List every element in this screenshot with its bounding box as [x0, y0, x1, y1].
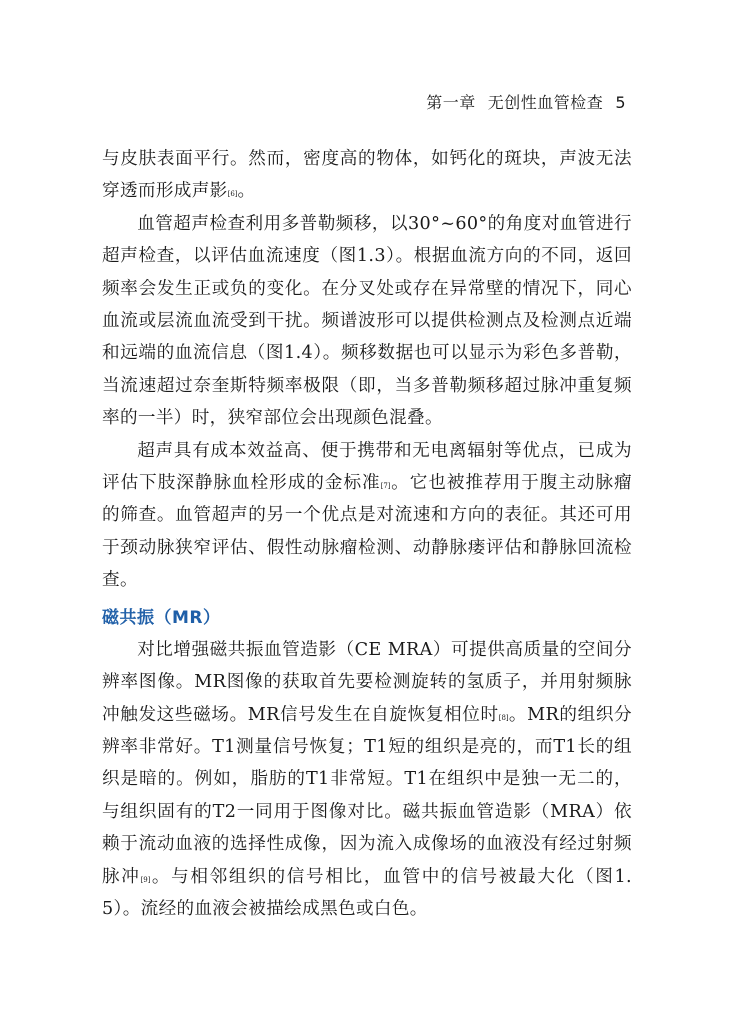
- text-run: 血管超声检查利用多普勒频移，以30°~60°的角度对血管进行超声检查，以评估血流速度（图1.3）。根据血流方向的不同，返回频率会发生正或负的变化。在分叉处或存在异常壁的情况下，同心血流或层流血流受到干扰。频谱波形可以提供检测点及检测点近端和远端的血流信息（图1.4）。频移数据也可以显示为彩色多普勒，当流速超过奈奎斯特频率极限（即，当多普勒频移超过脉冲重复频率的一半）时，狭窄部位会出现颜色混叠。: [102, 213, 632, 429]
- paragraph-group-top: [102, 143, 632, 597]
- chapter-number: 第一章: [426, 93, 476, 112]
- text-run: 。它也被推荐用于腹主动脉瘤的筛查。血管超声的另一个优点是对流速和方向的表征。其还可用于颈动脉狭窄评估、假性动脉瘤检测、动静脉瘘评估和静脉回流检查。: [102, 473, 632, 591]
- text-run: 。: [237, 181, 256, 202]
- citation-ref: [7]: [380, 482, 391, 491]
- body-text: [102, 143, 632, 925]
- paragraph: [102, 208, 632, 435]
- paragraph: [102, 435, 632, 597]
- citation-ref: [8]: [498, 713, 509, 722]
- paragraph: [102, 634, 632, 926]
- chapter-title: 无创性血管检查: [487, 93, 604, 112]
- running-header: [426, 90, 626, 113]
- text-run: 对比增强磁共振血管造影（CE MRA）可提供高质量的空间分辨率图像。MR图像的获取首先要检测旋转的氢质子，并用射频脉冲触发这些磁场。MR信号发生在自旋恢复相位时: [102, 639, 632, 725]
- text-run: 与皮肤表面平行。然而，密度高的物体，如钙化的斑块，声波无法穿透而形成声影: [102, 149, 632, 202]
- text-run: 。MR的组织分辨率非常好。T1测量信号恢复；T1短的组织是亮的，而T1长的组织是暗的。例如，脂肪的T1非常短。T1在组织中是独一无二的，与组织固有的T2一同用于图像对比。磁共振血管造影（MRA）依赖于流动血液的选择性成像，因为流入成像场的血液没有经过射频脉冲: [102, 704, 632, 887]
- paragraph: [102, 143, 632, 208]
- page-number: 5: [615, 93, 626, 112]
- citation-ref: [6]: [227, 190, 238, 199]
- paragraph-group-section: [102, 634, 632, 926]
- citation-ref: [9]: [140, 875, 151, 884]
- section-heading: 磁共振（MR）: [102, 607, 221, 628]
- text-run: 。与相邻组织的信号相比，血管中的信号被最大化（图1.5）。流经的血液会被描绘成黑色或白色。: [102, 866, 632, 919]
- text-run: 超声具有成本效益高、便于携带和无电离辐射等优点，已成为评估下肢深静脉血栓形成的金标准: [102, 440, 632, 494]
